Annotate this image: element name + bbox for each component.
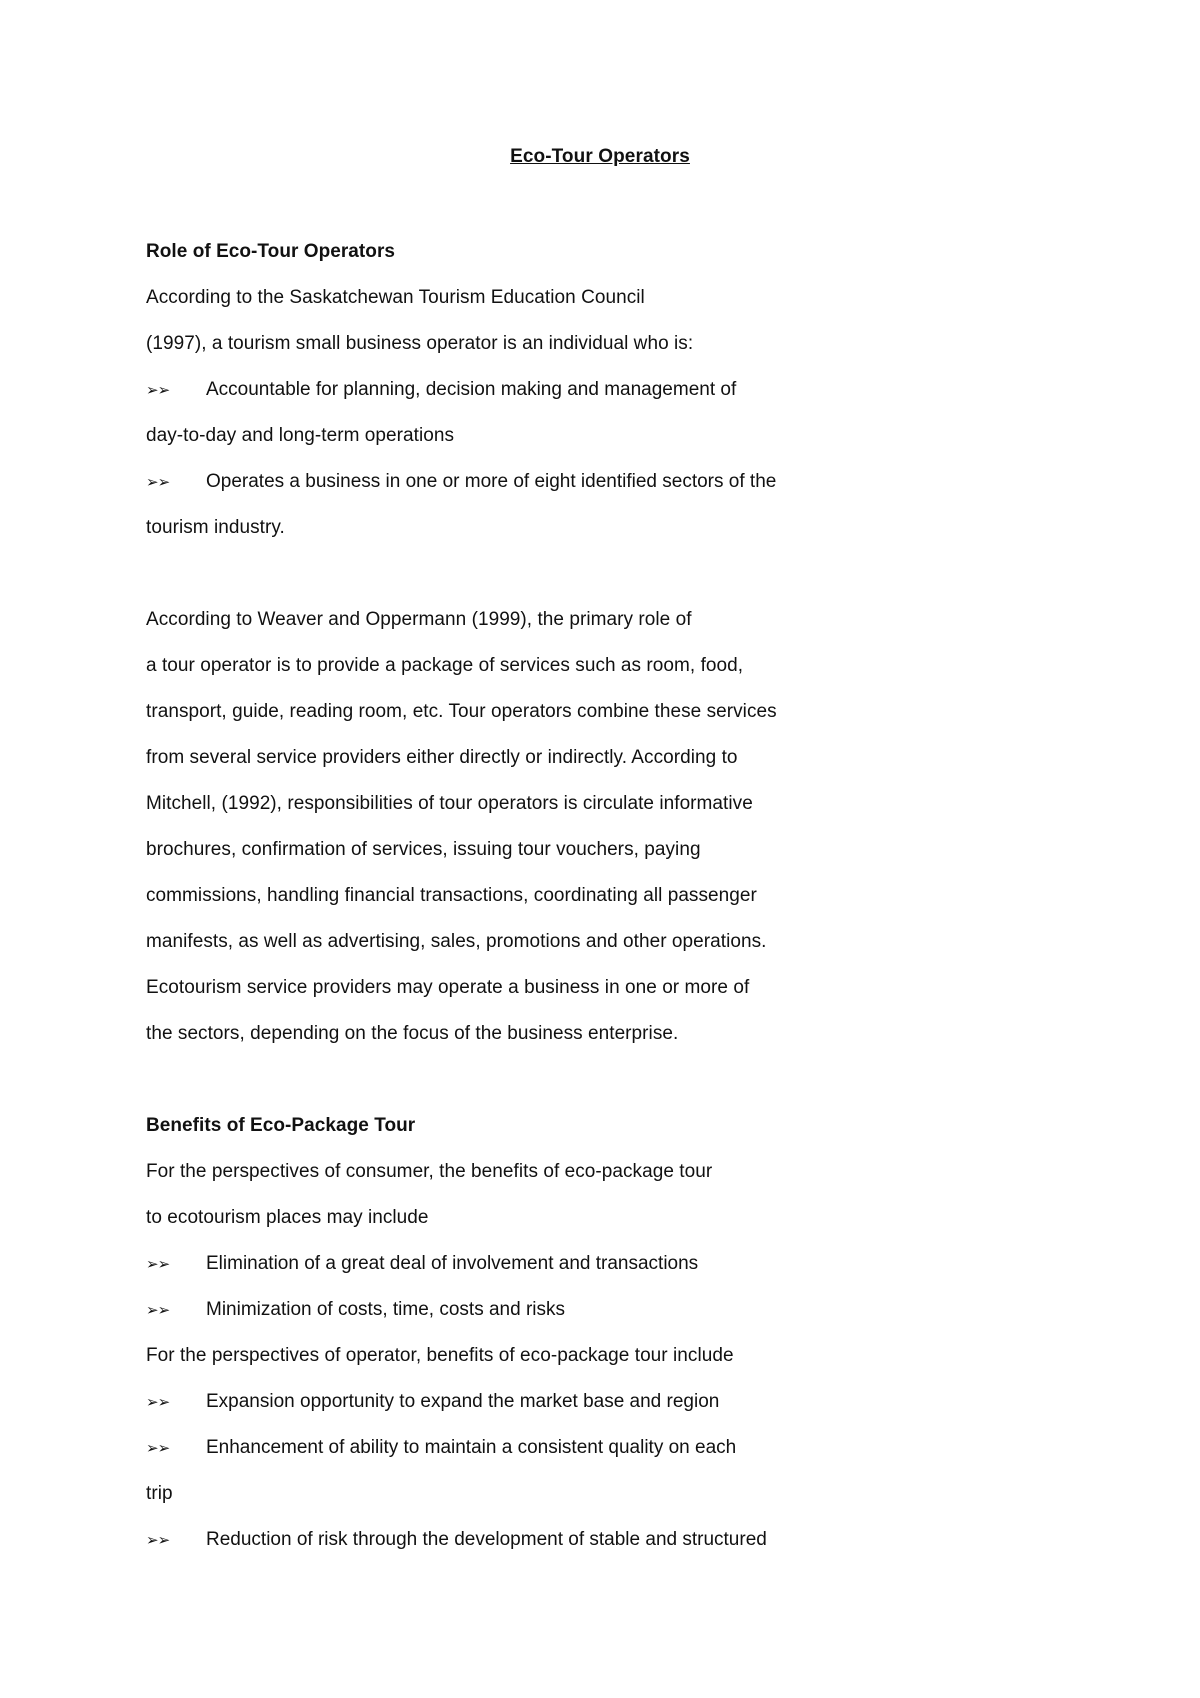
paragraph-line: Ecotourism service providers may operate a business in one or more of (146, 977, 750, 998)
paragraph-line: For the perspectives of consumer, the benefits of eco-package tour (146, 1161, 713, 1182)
paragraph-line: manifests, as well as advertising, sales, promotions and other operations. (146, 931, 767, 952)
list-item-text: Elimination of a great deal of involvement and transactions (206, 1253, 699, 1274)
list-item (146, 1436, 736, 1460)
arrow-bullet-icon: ➢➢ (146, 1301, 170, 1319)
list-item (146, 1298, 565, 1322)
arrow-bullet-icon: ➢➢ (146, 1393, 170, 1411)
list-item-text: Minimization of costs, time, costs and risks (206, 1299, 565, 1320)
list-item-text: Accountable for planning, decision making and management of (206, 379, 737, 400)
paragraph-line: According to Weaver and Oppermann (1999), the primary role of (146, 609, 692, 630)
paragraph-line: the sectors, depending on the focus of the business enterprise. (146, 1023, 679, 1044)
list-item-continuation: trip (146, 1483, 173, 1504)
document-title: Eco-Tour Operators (510, 146, 690, 167)
list-item-text: Operates a business in one or more of eight identified sectors of the (206, 471, 777, 492)
paragraph-line: According to the Saskatchewan Tourism Education Council (146, 287, 645, 308)
paragraph-line: to ecotourism places may include (146, 1207, 429, 1228)
arrow-bullet-icon: ➢➢ (146, 1439, 170, 1457)
paragraph-line: a tour operator is to provide a package of services such as room, food, (146, 655, 744, 676)
paragraph-line: For the perspectives of operator, benefits of eco-package tour include (146, 1345, 734, 1366)
list-item (146, 378, 736, 402)
paragraph-line: transport, guide, reading room, etc. Tour operators combine these services (146, 701, 777, 722)
section-heading-benefits: Benefits of Eco-Package Tour (146, 1115, 416, 1136)
list-item-continuation: day-to-day and long-term operations (146, 425, 455, 446)
list-item (146, 1390, 719, 1414)
paragraph-line: brochures, confirmation of services, issuing tour vouchers, paying (146, 839, 701, 860)
list-item (146, 470, 776, 494)
paragraph-line: (1997), a tourism small business operator is an individual who is: (146, 333, 694, 354)
paragraph-line: Mitchell, (1992), responsibilities of tour operators is circulate informative (146, 793, 753, 814)
list-item-text: Reduction of risk through the development of stable and structured (206, 1529, 767, 1550)
arrow-bullet-icon: ➢➢ (146, 1531, 170, 1549)
paragraph-line: commissions, handling financial transactions, coordinating all passenger (146, 885, 757, 906)
arrow-bullet-icon: ➢➢ (146, 381, 170, 399)
paragraph-line: from several service providers either directly or indirectly. According to (146, 747, 738, 768)
list-item-text: Expansion opportunity to expand the market base and region (206, 1391, 720, 1412)
list-item (146, 1528, 767, 1552)
list-item-continuation: tourism industry. (146, 517, 285, 538)
section-heading-role: Role of Eco-Tour Operators (146, 241, 396, 262)
list-item (146, 1252, 698, 1276)
list-item-text: Enhancement of ability to maintain a consistent quality on each (206, 1437, 737, 1458)
arrow-bullet-icon: ➢➢ (146, 1255, 170, 1273)
arrow-bullet-icon: ➢➢ (146, 473, 170, 491)
